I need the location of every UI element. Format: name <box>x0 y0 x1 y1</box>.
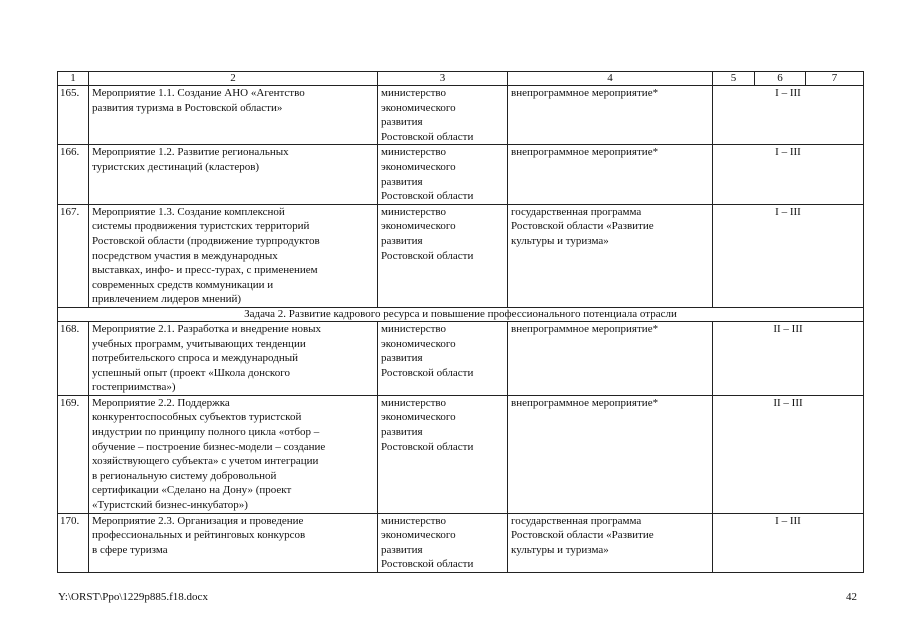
column-header-5: 5 <box>713 72 755 86</box>
funding-source: внепрограммное мероприятие* <box>508 145 713 204</box>
table-row <box>58 395 864 513</box>
period: I – III <box>713 86 864 145</box>
column-header-2: 2 <box>89 72 378 86</box>
header-row <box>58 72 864 86</box>
executor: министерство экономического развития Ростовской области <box>378 395 508 513</box>
page-number: 42 <box>846 591 857 603</box>
funding-source: внепрограммное мероприятие* <box>508 86 713 145</box>
measures-table <box>57 71 864 573</box>
task-heading-row <box>58 307 864 321</box>
executor: министерство экономического развития Ростовской области <box>378 204 508 307</box>
row-number: 167. <box>58 204 89 307</box>
column-header-1: 1 <box>58 72 89 86</box>
column-header-7: 7 <box>806 72 864 86</box>
executor: министерство экономического развития Ростовской области <box>378 321 508 395</box>
funding-source: внепрограммное мероприятие* <box>508 321 713 395</box>
measure-title: Мероприятие 1.2. Развитие региональных туристских дестинаций (кластеров) <box>89 145 378 204</box>
period: II – III <box>713 395 864 513</box>
executor: министерство экономического развития Ростовской области <box>378 513 508 572</box>
column-header-6: 6 <box>755 72 806 86</box>
table-row <box>58 513 864 572</box>
measure-title: Мероприятие 2.3. Организация и проведение профессиональных и рейтинговых конкурсов в сфере туризма <box>89 513 378 572</box>
measure-title: Мероприятие 1.1. Создание АНО «Агентство развития туризма в Ростовской области» <box>89 86 378 145</box>
executor: министерство экономического развития Ростовской области <box>378 145 508 204</box>
row-number: 170. <box>58 513 89 572</box>
row-number: 166. <box>58 145 89 204</box>
column-header-4: 4 <box>508 72 713 86</box>
measure-title: Мероприятие 2.2. Поддержка конкурентоспособных субъектов туристской индустрии по принципу полного цикла «отбор – обучение – построение бизнес-модели – создание хозяйствующего субъекта» с учетом интеграции в региональную систему добровольной сертификации «Сделано на Дону» (проект «Туристский бизнес-инкубатор») <box>89 395 378 513</box>
table-row <box>58 321 864 395</box>
table-row <box>58 86 864 145</box>
row-number: 165. <box>58 86 89 145</box>
row-number: 169. <box>58 395 89 513</box>
funding-source: государственная программа Ростовской области «Развитие культуры и туризма» <box>508 204 713 307</box>
executor: министерство экономического развития Ростовской области <box>378 86 508 145</box>
funding-source: государственная программа Ростовской области «Развитие культуры и туризма» <box>508 513 713 572</box>
row-number: 168. <box>58 321 89 395</box>
funding-source: внепрограммное мероприятие* <box>508 395 713 513</box>
table-row <box>58 145 864 204</box>
measure-title: Мероприятие 1.3. Создание комплексной системы продвижения туристских территорий Ростовской области (продвижение турпродуктов посредством участия в международных выставках, инфо- и пресс-турах, с применением современных средств коммуникации и привлечением лидеров мнений) <box>89 204 378 307</box>
period: II – III <box>713 321 864 395</box>
period: I – III <box>713 513 864 572</box>
period: I – III <box>713 145 864 204</box>
table-row <box>58 204 864 307</box>
task-heading: Задача 2. Развитие кадрового ресурса и повышение профессионального потенциала отрасли <box>58 307 864 321</box>
period: I – III <box>713 204 864 307</box>
column-header-3: 3 <box>378 72 508 86</box>
document-file-path: Y:\ORST\Ppo\1229p885.f18.docx <box>58 591 208 603</box>
measure-title: Мероприятие 2.1. Разработка и внедрение новых учебных программ, учитывающих тенденции потребительского спроса и международный успешный опыт (проект «Школа донского гостеприимства») <box>89 321 378 395</box>
